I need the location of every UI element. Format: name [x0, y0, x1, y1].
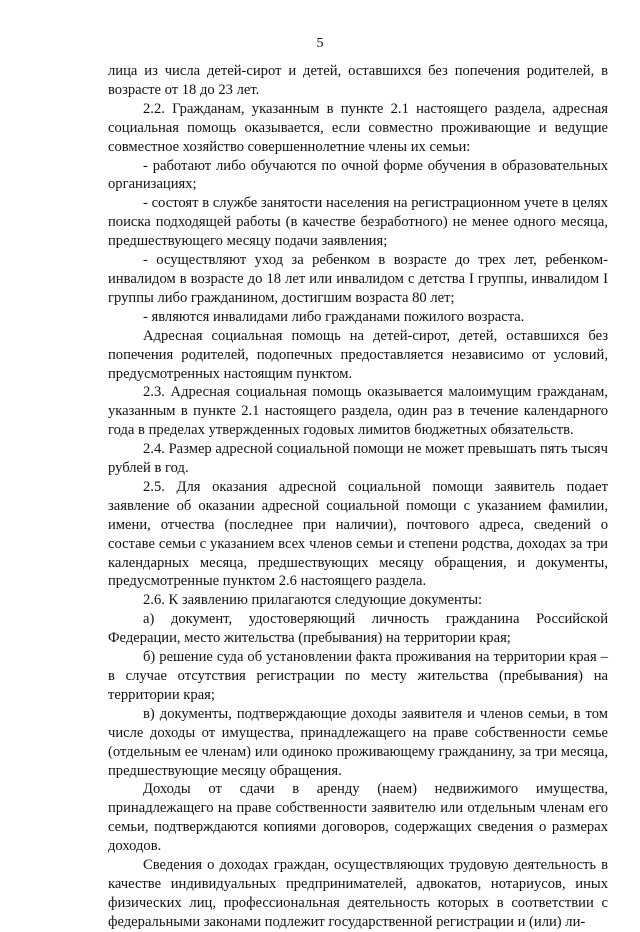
paragraph: Сведения о доходах граждан, осуществляющих трудовую деятельность в качестве индивидуальных предпринимателей, адвокатов, нотариусов, иных физических лиц, профессиональная деятельность которых в соответствии с федеральными законами подлежит государственной регистрации и (или) ли- [108, 857, 608, 930]
page-number: 5 [316, 36, 324, 51]
paragraph: а) документ, удостоверяющий личность гражданина Российской Федерации, место жительства (пребывания) на территории края; [108, 611, 608, 647]
paragraph: - состоят в службе занятости населения на регистрационном учете в целях поиска подходящей работы (в качестве безработного) не менее одного месяца, предшествующего месяцу подачи заявления; [108, 195, 608, 250]
paragraph: 2.6. К заявлению прилагаются следующие документы: [143, 592, 483, 609]
paragraph: - осуществляют уход за ребенком в возрасте до трех лет, ребенком-инвалидом в возрасте до 18 лет или инвалидом с детства I группы, инвалидом I группы либо гражданином, достигшим возраста 80 лет; [108, 252, 608, 306]
paragraph: 2.2. Гражданам, указанным в пункте 2.1 настоящего раздела, адресная социальная помощь оказывается, если совместно проживающие и ведущие совместное хозяйство совершеннолетние члены их семьи: [108, 100, 608, 155]
paragraph: в) документы, подтверждающие доходы заявителя и членов семьи, в том числе доходы от имущества, принадлежащего на праве собственности семье (отдельным ее членам) или одиноко проживающему гражданину, за три месяца, предшествующие месяцу обращения. [108, 705, 608, 779]
paragraph: Адресная социальная помощь на детей-сирот, детей, оставшихся без попечения родителей, подопечных предоставляется независимо от условий, предусмотренных настоящим пунктом. [108, 327, 608, 382]
paragraph: 2.5. Для оказания адресной социальной помощи заявитель подает заявление об оказании адресной социальной помощи с указанием фамилии, имени, отчества (последнее при наличии), почтового адреса, сведений о составе семьи с указанием всех членов семьи и степени родства, доходах за три календарных месяца, предшествующих месяцу обращения, и документы, предусмотренные пунктом 2.6 настоящего раздела. [108, 478, 608, 590]
paragraph: лица из числа детей-сирот и детей, оставшихся без попечения родителей, в возрасте от 18 до 23 лет. [108, 63, 608, 98]
paragraph: б) решение суда об установлении факта проживания на территории края – в случае отсутствия регистрации по месту жительства (пребывания) на территории края; [108, 649, 608, 703]
paragraph: Доходы от сдачи в аренду (наем) недвижимого имущества, принадлежащего на праве собственности заявителю или отдельным членам его семьи, подтверждаются копиями договоров, содержащих сведения о размерах доходов. [108, 781, 608, 855]
paragraph: - являются инвалидами либо гражданами пожилого возраста. [143, 308, 525, 325]
paragraph: - работают либо обучаются по очной форме обучения в образовательных организациях; [108, 157, 608, 193]
paragraph: 2.3. Адресная социальная помощь оказывается малоимущим гражданам, указанным в пункте 2.1 настоящего раздела, один раз в течение календарного года в пределах утвержденных годовых лимитов бюджетных обязательств. [108, 384, 608, 439]
paragraph: 2.4. Размер адресной социальной помощи не может превышать пять тысяч рублей в год. [108, 441, 608, 477]
document-body [108, 62, 608, 932]
